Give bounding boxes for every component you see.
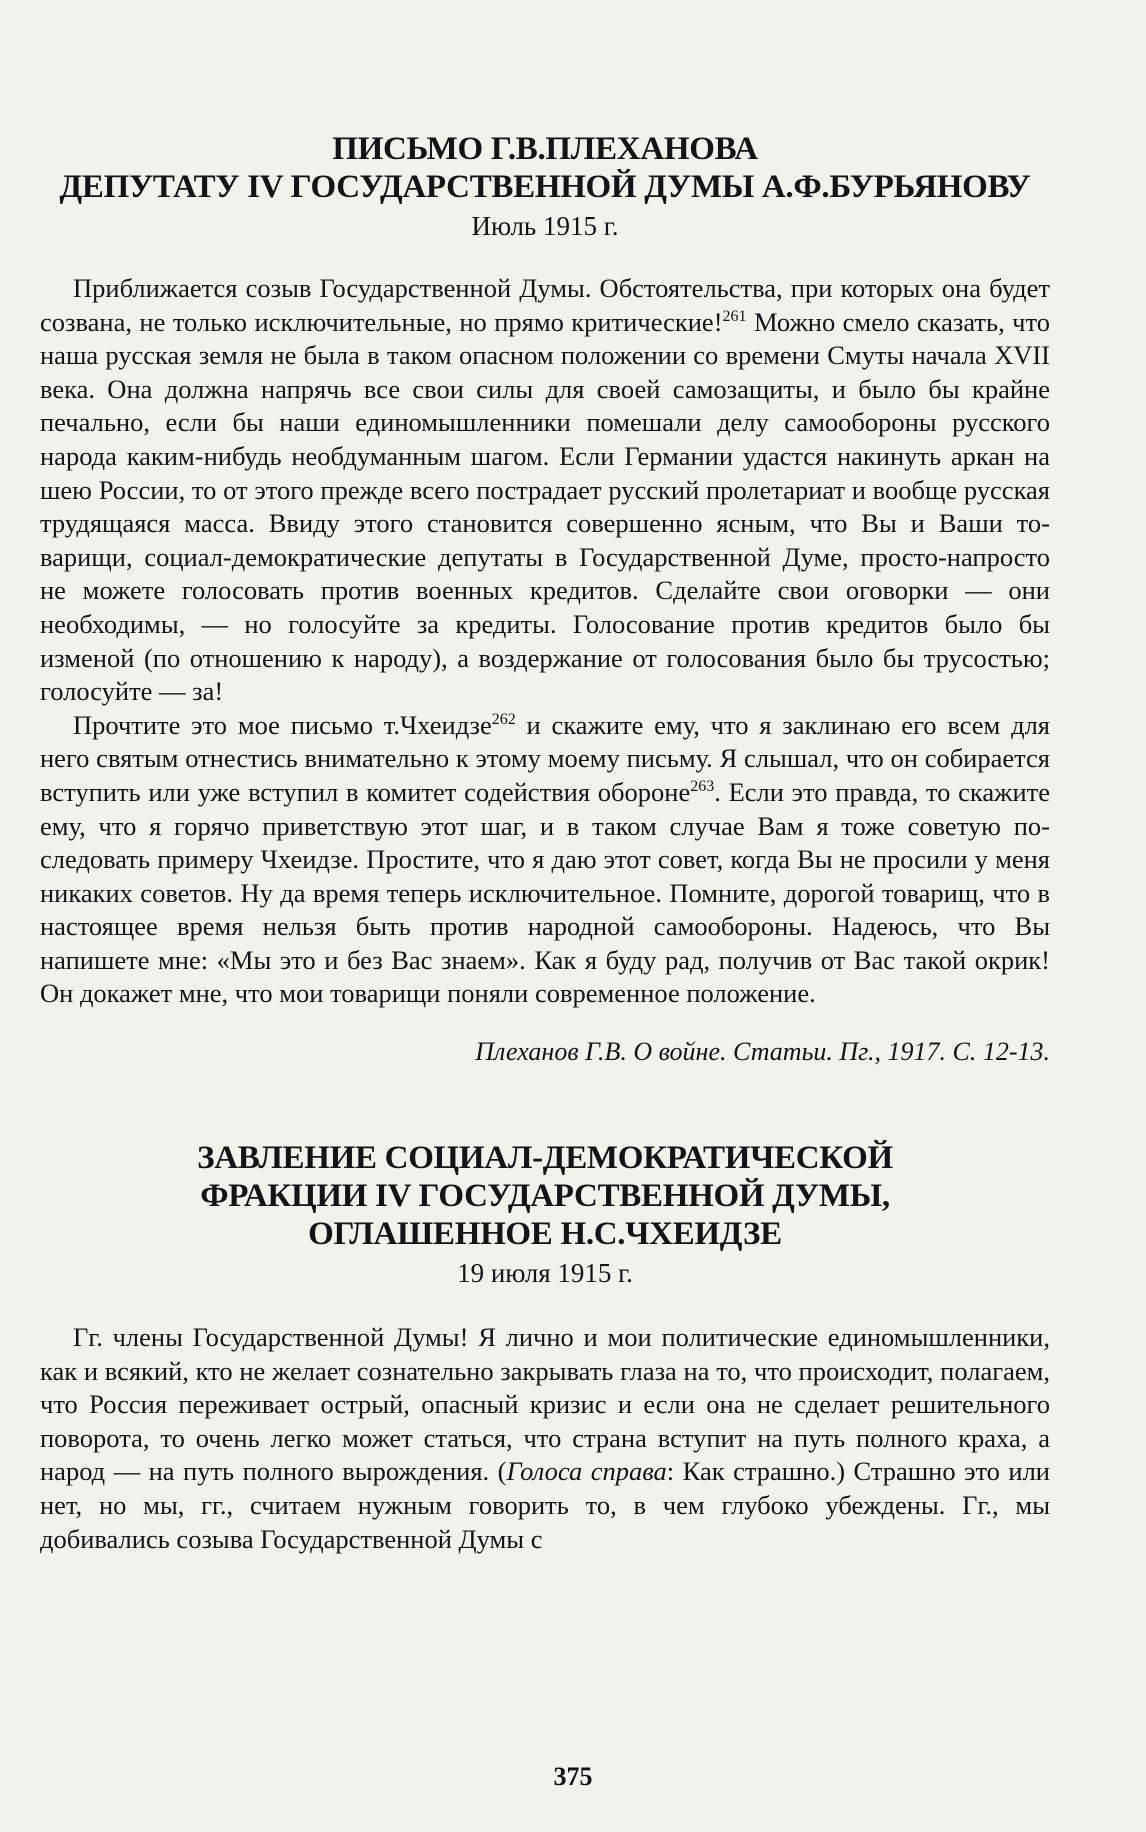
footnote-ref-262: 262	[491, 710, 516, 728]
statement-paragraph-1	[40, 1321, 1050, 1556]
letter-paragraph-2	[40, 709, 1050, 1011]
letter-paragraph-2-text-c: . Если это правда, то скажите ему, что я горячо приветствую этот шаг, и в таком случае Вам я тоже советую последовать примеру Чхеидзе. Простите, что я даю этот совет, когда Вы не просили у меня никаких советов. Ну да время теперь исключительное. Помните, дорогой товарищ, что в настоящее время нельзя быть против народной самообороны. Надеюсь, что Вы напишете мне: «Мы это и без Вас знаем». Как я буду рад, получив от Вас такой окрик! Он докажет мне, что мои товарищи поняли современное положение.	[40, 776, 1050, 1009]
letter-paragraph-2-text-a: Прочтите это мое письмо т.Чхеидзе	[73, 709, 492, 740]
statement-paragraph-1-text-b: : Как страшно.) Страшно это или нет, но мы, гг., считаем нужным говорить то, в чем глубоко убеждены. Гг., мы добивались созыва Государственной Думы с	[40, 1456, 1050, 1554]
footnote-ref-261: 261	[722, 307, 747, 325]
statement-title-line-3: ОГЛАШЕННОЕ Н.С.ЧХЕИДЗЕ	[308, 1216, 782, 1253]
page-number: 375	[553, 1762, 593, 1791]
statement-title-line-1: ЗАВЛЕНИЕ СОЦИАЛ-ДЕМОКРАТИЧЕСКОЙ	[197, 1140, 893, 1177]
statement-date: 19 июля 1915 г.	[457, 1258, 633, 1289]
letter-title	[40, 130, 1050, 206]
letter-title-line-2: ДЕПУТАТУ IV ГОСУДАРСТВЕННОЙ ДУМЫ А.Ф.БУРЬЯНОВУ	[59, 169, 1031, 205]
statement-title	[40, 1139, 1050, 1253]
letter-title-line-1: ПИСЬМО Г.В.ПЛЕХАНОВА	[332, 131, 758, 167]
statement-paragraph-1-text-a: Гг. члены Государственной Думы! Я лично и мои политические единомышленники, как и всякий, кто не желает сознательно закрывать глаза на то, что происходит, полагаем, что Россия переживает острый, опасный кризис и если она не сделает решительного поворота, то очень легко может статься, что страна вступит на путь полного краха, а народ — на путь полного вырождения. (	[40, 1322, 1050, 1487]
statement-title-line-2: ФРАКЦИИ IV ГОСУДАРСТВЕННОЙ ДУМЫ,	[200, 1178, 890, 1215]
page-content	[40, 130, 1050, 1556]
letter-date: Июль 1915 г.	[471, 211, 619, 241]
letter-paragraph-1-text-a: Приближается созыв Государственной Думы. Обстоятельства, при которых она будет созвана, не только исключительные, но прямо критические!	[40, 273, 1050, 337]
letter-paragraph-2-text-b: и скажите ему, что я заклинаю его всем для него святым отнестись внимательно к этому моему письму. Я слышал, что он собирается вступить или уже вступил в комитет содействия обороне	[40, 709, 1050, 807]
statement-italic-remark: Голоса справа	[506, 1456, 667, 1487]
letter-paragraph-1-text-b: Можно смело сказать, что наша русская земля не была в таком опасном положении со времени Смуты начала XVII века. Она должна напрячь все свои силы для своей самозащиты, и было бы крайне печально, если бы наши единомышленники помешали делу самообороны русского народа каким-нибудь необдуманным шагом. Если Германии удастся накинуть аркан на шею России, то от этого прежде всего пострадает русский пролетариат и вообще русская трудящаяся масса. Ввиду этого становится совершенно ясным, что Вы и Ваши товарищи, социал-демократические депутаты в Государственной Думе, просто-напросто не можете голосовать против военных кредитов. Сделайте свои оговорки — они необходимы, — но голосуйте за кредиты. Голосование против кредитов было бы изменой (по отношению к народу), а воздержание от голосования было бы трусостью; голосуйте — за!	[40, 306, 1050, 707]
letter-paragraph-1	[40, 272, 1050, 709]
source-citation: Плеханов Г.В. О войне. Статьи. Пг., 1917. С. 12-13.	[475, 1037, 1050, 1067]
footnote-ref-263: 263	[690, 778, 715, 796]
